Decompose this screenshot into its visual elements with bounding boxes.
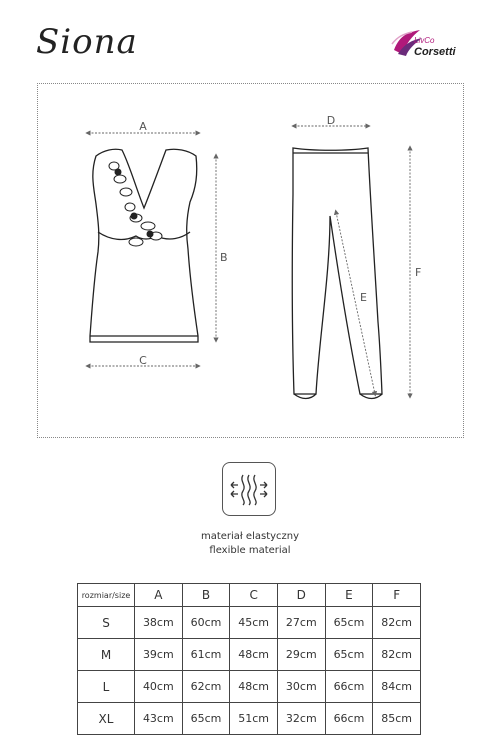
size-table-corner: rozmiar/size — [78, 584, 135, 607]
table-cell: 61cm — [182, 639, 230, 671]
table-cell: 30cm — [277, 671, 325, 703]
dimension-label-f: F — [415, 266, 422, 279]
table-cell: 48cm — [230, 639, 278, 671]
table-cell: 65cm — [325, 639, 373, 671]
table-cell: 48cm — [230, 671, 278, 703]
dimension-label-d: D — [326, 114, 336, 127]
brand-line2: Corsetti — [414, 46, 456, 58]
column-header-a: A — [135, 584, 183, 607]
size-table — [77, 583, 421, 735]
table-cell: 27cm — [277, 607, 325, 639]
table-cell: 62cm — [182, 671, 230, 703]
table-cell: 38cm — [135, 607, 183, 639]
table-cell: 51cm — [230, 703, 278, 735]
table-cell: 65cm — [325, 607, 373, 639]
table-cell: 60cm — [182, 607, 230, 639]
table-cell: 29cm — [277, 639, 325, 671]
column-header-e: E — [325, 584, 373, 607]
floral-applique-icon — [109, 162, 162, 246]
table-row-m — [78, 639, 421, 671]
feature-text-english: flexible material — [209, 545, 291, 556]
column-header-c: C — [230, 584, 278, 607]
table-row-l — [78, 671, 421, 703]
brand-line1: LivCo — [414, 36, 435, 45]
table-cell: 66cm — [325, 671, 373, 703]
table-cell: 82cm — [373, 607, 421, 639]
table-cell: 84cm — [373, 671, 421, 703]
table-cell: 39cm — [135, 639, 183, 671]
size-table-header — [78, 584, 421, 607]
table-cell: 45cm — [230, 607, 278, 639]
size-name-s: S — [78, 607, 135, 639]
table-row-xl — [78, 703, 421, 735]
column-header-b: B — [182, 584, 230, 607]
dimension-label-a: A — [139, 120, 147, 133]
column-header-d: D — [277, 584, 325, 607]
size-name-l: L — [78, 671, 135, 703]
table-cell: 32cm — [277, 703, 325, 735]
measurement-diagram — [37, 83, 464, 438]
feature-text-polish: materiał elastyczny — [200, 531, 300, 542]
size-name-m: M — [78, 639, 135, 671]
stretch-fabric-icon — [222, 462, 276, 516]
table-cell: 65cm — [182, 703, 230, 735]
top-garment-drawing — [90, 149, 198, 342]
column-header-f: F — [373, 584, 421, 607]
trousers-drawing — [292, 148, 382, 399]
table-cell: 85cm — [373, 703, 421, 735]
dimension-label-e: E — [360, 291, 367, 304]
dimension-label-c: C — [139, 354, 147, 367]
table-cell: 82cm — [373, 639, 421, 671]
table-cell: 66cm — [325, 703, 373, 735]
product-title: Siona — [36, 22, 138, 62]
table-cell: 43cm — [135, 703, 183, 735]
table-cell: 40cm — [135, 671, 183, 703]
dimension-label-b: B — [220, 251, 228, 264]
brand-logo — [390, 26, 468, 66]
table-row-s — [78, 607, 421, 639]
size-name-xl: XL — [78, 703, 135, 735]
